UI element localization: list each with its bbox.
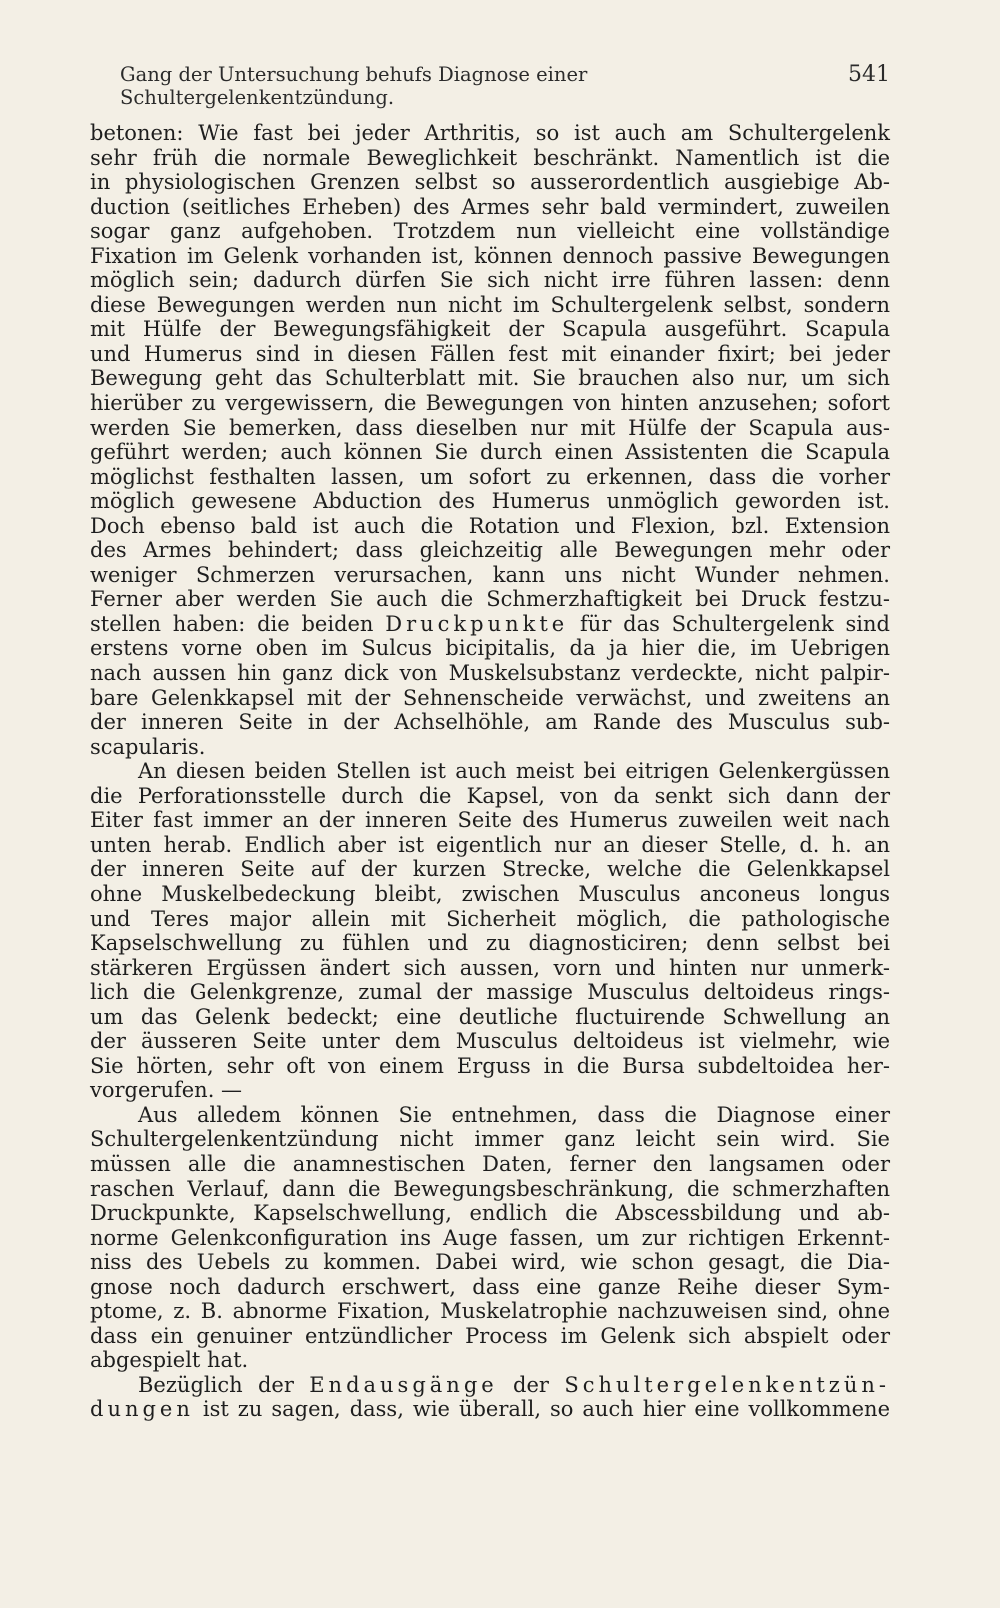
text-line: ohne Muskelbedeckung bleibt, zwischen Musculus anconeus longus (90, 881, 890, 906)
text-line: Aus alledem können Sie entnehmen, dass die Diagnose einer (138, 1102, 890, 1127)
text-line: sogar ganz aufgehoben. Trotzdem nun vielleicht eine vollständige (90, 219, 890, 244)
text-line: niss des Uebels zu kommen. Dabei wird, wie schon gesagt, die Dia- (90, 1250, 890, 1275)
text-line: vorgerufen. — (90, 1078, 243, 1103)
text-line: raschen Verlauf, dann die Bewegungsbeschränkung, die schmerzhaften (90, 1176, 890, 1201)
text-line: der inneren Seite auf der kurzen Strecke, welche die Gelenkkapsel (90, 857, 890, 882)
text-line: möglich sein; dadurch dürfen Sie sich nicht irre führen lassen: denn (90, 268, 890, 293)
text-line: abgespielt hat. (90, 1348, 249, 1373)
text-line: müssen alle die anamnestischen Daten, ferner den langsamen oder (90, 1151, 890, 1176)
emphasis: Schultergelenkentzün- (564, 1372, 890, 1397)
text-line: duction (seitliches Erheben) des Armes sehr bald vermindert, zuweilen (90, 194, 890, 219)
text-line: dungen ist zu sagen, dass, wie überall, so auch hier eine vollkommene (90, 1397, 890, 1422)
text-line: scapularis. (90, 734, 206, 759)
text-line: weniger Schmerzen verursachen, kann uns nicht Wunder nehmen. (90, 562, 890, 587)
text-line: und Humerus sind in diesen Fällen fest mit einander fixirt; bei jeder (90, 341, 890, 366)
text-line: werden Sie bemerken, dass dieselben nur mit Hülfe der Scapula aus- (90, 415, 890, 440)
text-line: in physiologischen Grenzen selbst so ausserordentlich ausgiebige Ab- (90, 170, 890, 195)
text-line: stärkeren Ergüssen ändert sich aussen, vorn und hinten nur unmerk- (90, 955, 890, 980)
emphasis: Endausgänge (309, 1372, 498, 1397)
text-line: der äusseren Seite unter dem Musculus deltoideus ist vielmehr, wie (90, 1029, 890, 1054)
text-line: ptome, z. B. abnorme Fixation, Muskelatrophie nachzuweisen sind, ohne (90, 1299, 890, 1324)
text-line: nach aussen hin ganz dick von Muskelsubstanz verdeckte, nicht palpir- (90, 661, 890, 686)
text-line: lich die Gelenkgrenze, zumal der massige Musculus deltoideus rings- (90, 980, 890, 1005)
text-line: gnose noch dadurch erschwert, dass eine ganze Reihe dieser Sym- (90, 1274, 890, 1299)
text-line: Sie hörten, sehr oft von einem Erguss in die Bursa subdeltoidea her- (90, 1053, 890, 1078)
text-line: des Armes behindert; dass gleichzeitig alle Bewegungen mehr oder (90, 538, 890, 563)
text-line: betonen: Wie fast bei jeder Arthritis, so ist auch am Schultergelenk (90, 121, 890, 145)
text-line: die Perforationsstelle durch die Kapsel, von da senkt sich dann der (90, 783, 890, 808)
text-line: sehr früh die normale Beweglichkeit beschränkt. Namentlich ist die (90, 145, 890, 170)
text-line: Bezüglich der Endausgänge der Schultergelenkentzün- (138, 1372, 890, 1397)
text-line: stellen haben: die beiden Druckpunkte für das Schultergelenk sind (90, 611, 890, 636)
text-line: Bewegung geht das Schulterblatt mit. Sie brauchen also nur, um sich (90, 366, 890, 391)
text-line: Doch ebenso bald ist auch die Rotation und Flexion, bzl. Extension (90, 513, 890, 538)
text-line: mit Hülfe der Bewegungsfähigkeit der Scapula ausgeführt. Scapula (90, 317, 890, 342)
body-text (90, 121, 890, 1422)
text-line: Druckpunkte, Kapselschwellung, endlich die Abscessbildung und ab- (90, 1201, 890, 1226)
text-line: geführt werden; auch können Sie durch einen Assistenten die Scapula (90, 440, 890, 465)
text-line: Ferner aber werden Sie auch die Schmerzhaftigkeit bei Druck festzu- (90, 587, 890, 612)
text-line: bare Gelenkkapsel mit der Sehnenscheide verwächst, und zweitens an (90, 685, 890, 710)
text-line: unten herab. Endlich aber ist eigentlich nur an dieser Stelle, d. h. an (90, 832, 890, 857)
text-line: norme Gelenkconfiguration ins Auge fassen, um zur richtigen Erkennt- (90, 1225, 890, 1250)
page-number: 541 (848, 62, 890, 87)
text-line: möglich gewesene Abduction des Humerus unmöglich geworden ist. (90, 489, 890, 514)
text-line: Fixation im Gelenk vorhanden ist, können dennoch passive Bewegungen (90, 243, 890, 268)
text-line: erstens vorne oben im Sulcus bicipitalis, da ja hier die, im Uebrigen (90, 636, 890, 661)
text-line: möglichst festhalten lassen, um sofort zu erkennen, dass die vorher (90, 464, 890, 489)
running-title: Gang der Untersuchung behufs Diagnose einer Schultergelenkentzündung. (120, 63, 588, 109)
text-line: Schultergelenkentzündung nicht immer ganz leicht sein wird. Sie (90, 1127, 890, 1152)
text-line: Eiter fast immer an der inneren Seite des Humerus zuweilen weit nach (90, 808, 890, 833)
text-line: diese Bewegungen werden nun nicht im Schultergelenk selbst, sondern (90, 292, 890, 317)
text-line: um das Gelenk bedeckt; eine deutliche fluctuirende Schwellung an (90, 1004, 890, 1029)
text-line: hierüber zu vergewissern, die Bewegungen von hinten anzusehen; sofort (90, 391, 890, 416)
text-line: der inneren Seite in der Achselhöhle, am Rande des Musculus sub- (90, 710, 890, 735)
text-line: dass ein genuiner entzündlicher Process im Gelenk sich abspielt oder (90, 1323, 890, 1348)
text-line: An diesen beiden Stellen ist auch meist bei eitrigen Gelenkergüssen (138, 759, 890, 784)
emphasis: Druckpunkte (385, 611, 569, 636)
text-line: und Teres major allein mit Sicherheit möglich, die pathologische (90, 906, 890, 931)
running-head (120, 62, 890, 109)
emphasis: dungen (90, 1397, 194, 1422)
text-line: Kapselschwellung zu fühlen und zu diagnosticiren; denn selbst bei (90, 931, 890, 956)
